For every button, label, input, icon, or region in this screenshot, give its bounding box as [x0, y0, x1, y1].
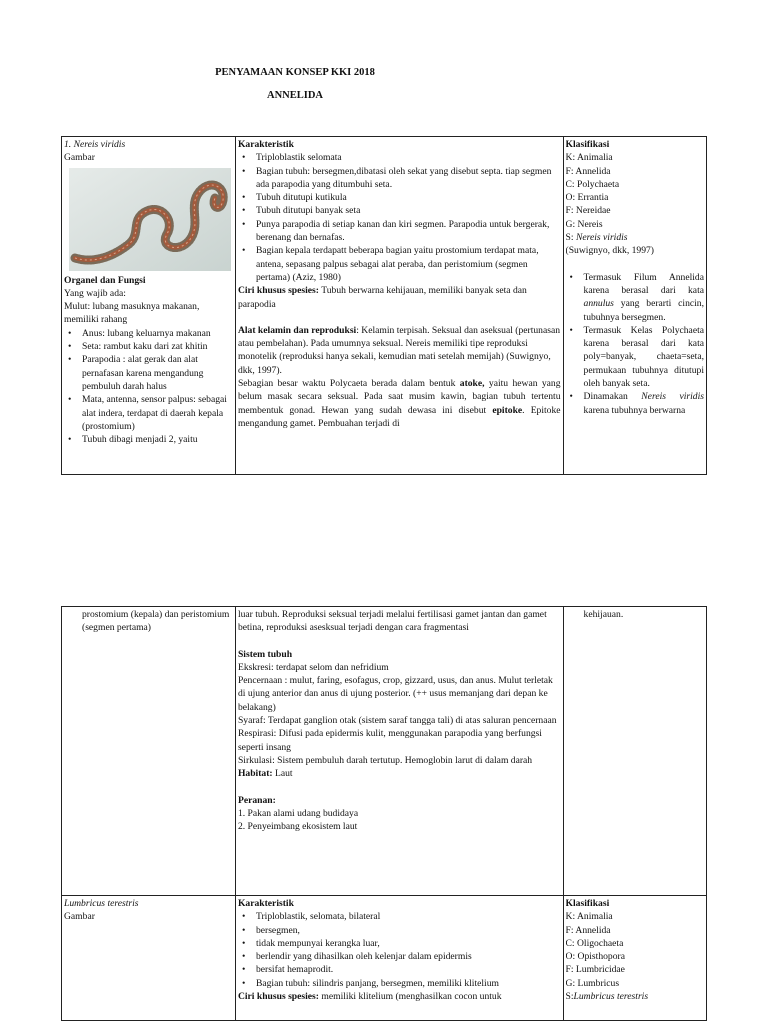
list-item: • tidak mempunyai kerangka luar, [256, 937, 561, 950]
sistem-title: Sistem tubuh [237, 648, 293, 660]
klasifikasi-line: G: Lumbricus [565, 977, 620, 989]
karakteristik-title: Karakteristik [237, 898, 294, 909]
ciri-text: Tubuh berwarna kehijauan, memiliki banyak seta dan parapodia [237, 285, 527, 310]
para-text: Sebagian besar waktu Polycaeta berada dalam bentuk [237, 378, 460, 390]
organel-title: Organel dan Fungsi [64, 274, 146, 286]
gambar-label: Gambar [64, 911, 95, 923]
peranan-line: 1. Pakan alami udang budidaya [237, 807, 359, 819]
list-item [584, 390, 704, 417]
list-item: • Bagian tubuh: bersegmen,dibatasi oleh sekat yang disebut septa. tiap segmen ada parapodia yang ditumbuhi seta. [256, 165, 561, 192]
alat-text: : Kelamin terpisah. Seksual dan aseksual (pertunasan atau pembelahan). Pada umumnya seksual. Nereis memiliki tipe reproduksi monotelik (reproduksi hanya sekali, kemudian mati setelah memijah) (Suwignyo, dkk, 1997). [237, 324, 561, 376]
cell-klasifikasi-cont [563, 607, 706, 896]
klasifikasi-species [566, 231, 704, 244]
list-item: • berlendir yang dihasilkan oleh kelenjar dalam epidermis [256, 950, 561, 963]
karakteristik-title: Karakteristik [237, 139, 294, 150]
cell-klasifikasi [563, 137, 706, 475]
cell-organel [62, 137, 236, 475]
ciri-khusus [238, 284, 561, 311]
list-item: • Bagian kepala terdapatt beberapa bagian yaitu prostomium terdapat mata, antena, sepasang palpus sebagai alat peraba, dan peristomium (segmen pertama) (Aziz, 1980) [256, 244, 561, 284]
list-item: • Parapodia : alat gerak dan alat pernafasan karena mengandung pembuluh darah halus [82, 353, 233, 393]
cell-organel-cont [62, 607, 236, 896]
klasifikasi-line: G: Nereis [565, 218, 603, 230]
klasifikasi-line: F: Lumbricidae [565, 964, 625, 976]
list-item: • Tubuh dibagi menjadi 2, yaitu [82, 433, 233, 446]
species-name: Nereis viridis [575, 232, 628, 244]
klasifikasi-line: C: Polychaeta [565, 178, 620, 190]
cell-lumbricus-karakteristik [235, 896, 563, 1021]
klasifikasi-line: C: Oligochaeta [565, 937, 624, 949]
klasifikasi-line: O: Errantia [565, 192, 609, 204]
sistem-line: Syaraf: Terdapat ganglion otak (sistem saraf tangga tali) di atas saluran pencernaan [237, 715, 557, 727]
list-item: prostomium (kepala) dan peristomium (segmen pertama) [82, 609, 230, 634]
sistem-line: Pencernaan : mulut, faring, esofagus, crop, gizzard, usus, dan anus. Mulut terletak di ujung anterior dan anus di ujung posterior. (++ usus memanjang dari depan ke belakang) [237, 675, 553, 713]
klasifikasi-title: Klasifikasi [565, 139, 610, 150]
table-nereis-part1 [61, 136, 707, 475]
page-subtitle: ANNELIDA [266, 90, 323, 101]
list-item: • Seta: rambut kaku dari zat khitin [82, 340, 233, 353]
sistem-line: Ekskresi: terdapat selom dan nefridium [237, 661, 389, 673]
klasifikasi-line: F: Nereidae [565, 205, 611, 217]
cell-karakteristik [235, 137, 563, 475]
alat-label: Alat kelamin dan reproduksi [237, 324, 357, 336]
organel-list [64, 327, 233, 447]
list-item [584, 271, 704, 324]
peranan-line: 2. Penyeimbang ekosistem laut [237, 821, 358, 833]
species-label: S: [565, 232, 576, 244]
klasifikasi-ref: (Suwignyo, dkk, 1997) [565, 245, 655, 257]
para-text: yaitu hewan yang belum masak secara seksual. Pada saat musim kawin, bagian tubuh tertentu membentuk gonad. Hewan yang sudah dewasa ini disebut [237, 378, 561, 416]
habitat [238, 767, 561, 780]
page-title: PENYAMAAN KONSEP KKI 2018 [215, 67, 375, 78]
table-nereis-part2 [61, 606, 707, 1021]
note-term: Nereis viridis [641, 391, 704, 403]
klasifikasi-species [566, 990, 704, 1003]
klasifikasi-line: K: Animalia [565, 911, 613, 923]
alat-kelamin [238, 324, 561, 377]
term-epitoke: epitoke [492, 404, 523, 416]
list-item: • Bagian tubuh: silindris panjang, bersegmen, memiliki klitelium [256, 977, 561, 990]
organel-cont-list [64, 608, 233, 635]
list-item: • Termasuk Kelas Polychaeta karena berasal dari kata poly=banyak, chaeta=seta, permukaan tubuhnya ditutupi oleh banyak seta. [584, 324, 704, 390]
list-item: • Punya parapodia di setiap kanan dan kiri segmen. Parapodia untuk bergerak, berenang dan bernafas. [256, 218, 561, 245]
list-item: • bersifat hemaprodit. [256, 963, 561, 976]
karakteristik-list [238, 910, 561, 990]
list-item: • Anus: lubang keluarnya makanan [82, 327, 233, 340]
note-text: karena tubuhnya berwarna [583, 404, 686, 416]
habitat-text: Laut [272, 768, 293, 780]
list-item: • Tubuh ditutupi banyak seta [256, 204, 561, 217]
list-item: kehijauan. [583, 609, 624, 620]
note-text: yang berarti cincin, tubuhnya bersegmen. [583, 298, 704, 323]
cell-lumbricus-name [62, 896, 236, 1021]
notes-cont-list [566, 608, 704, 621]
organel-mulut: Mulut: lubang masuknya makanan, memiliki rahang [64, 301, 200, 326]
species-name: Lumbricus terestris [573, 991, 649, 1003]
sistem-line: Sirkulasi: Sistem pembuluh darah tertutup. Hemoglobin larut di dalam darah [237, 754, 533, 766]
list-item: • bersegmen, [256, 924, 561, 937]
list-item: • Mata, antenna, sensor palpus: sebagai alat indera, terdapat di daerah kepala (prostomium) [82, 393, 233, 433]
cell-karakteristik-cont [235, 607, 563, 896]
gambar-label: Gambar [64, 152, 95, 164]
note-text: Termasuk Filum Annelida karena berasal dari kata [583, 271, 704, 296]
para-text: . Epitoke mengandung gamet. Pembuahan terjadi di [237, 404, 561, 429]
list-item: • Triploblastik selomata [256, 151, 561, 164]
list-item: • Triploblastik, selomata, bilateral [256, 910, 561, 923]
ciri-khusus [238, 990, 561, 1003]
reproduksi-cont: luar tubuh. Reproduksi seksual terjadi melalui fertilisasi gamet jantan dan gamet betina, reproduksi asesksual terjadi dengan cara fragmentasi [237, 609, 547, 634]
klasifikasi-line: F: Annelida [565, 924, 611, 936]
klasifikasi-line: K: Animalia [565, 152, 613, 164]
note-term: annulus [583, 298, 614, 310]
ciri-label: Ciri khusus spesies: [237, 991, 319, 1003]
species-name-lumbricus: Lumbricus terestris [64, 898, 139, 909]
note-text: Dinamakan [583, 391, 642, 403]
term-atoke: atoke, [459, 378, 485, 390]
notes-list [566, 271, 704, 417]
cell-lumbricus-klasifikasi [563, 896, 706, 1021]
organel-intro: Yang wajib ada: [64, 287, 126, 299]
reproduksi-paragraph [238, 377, 561, 430]
klasifikasi-title: Klasifikasi [565, 898, 610, 909]
karakteristik-list [238, 151, 561, 284]
klasifikasi-line: O: Opisthopora [565, 951, 625, 963]
species-name-nereis: 1. Nereis viridis [64, 139, 126, 150]
peranan-title: Peranan: [237, 794, 276, 806]
habitat-label: Habitat: [237, 768, 273, 780]
species-label: S: [565, 991, 574, 1003]
klasifikasi-line: F: Annelida [565, 165, 611, 177]
ciri-label: Ciri khusus spesies: [237, 285, 319, 297]
nereis-worm-image [69, 168, 231, 271]
ciri-text: memiliki klitelium (menghasilkan cocon untuk [319, 991, 502, 1003]
sistem-line: Respirasi: Difusi pada epidermis kulit, menggunakan parapodia yang berfungsi seperti insang [237, 728, 542, 753]
list-item: • Tubuh ditutupi kutikula [256, 191, 561, 204]
